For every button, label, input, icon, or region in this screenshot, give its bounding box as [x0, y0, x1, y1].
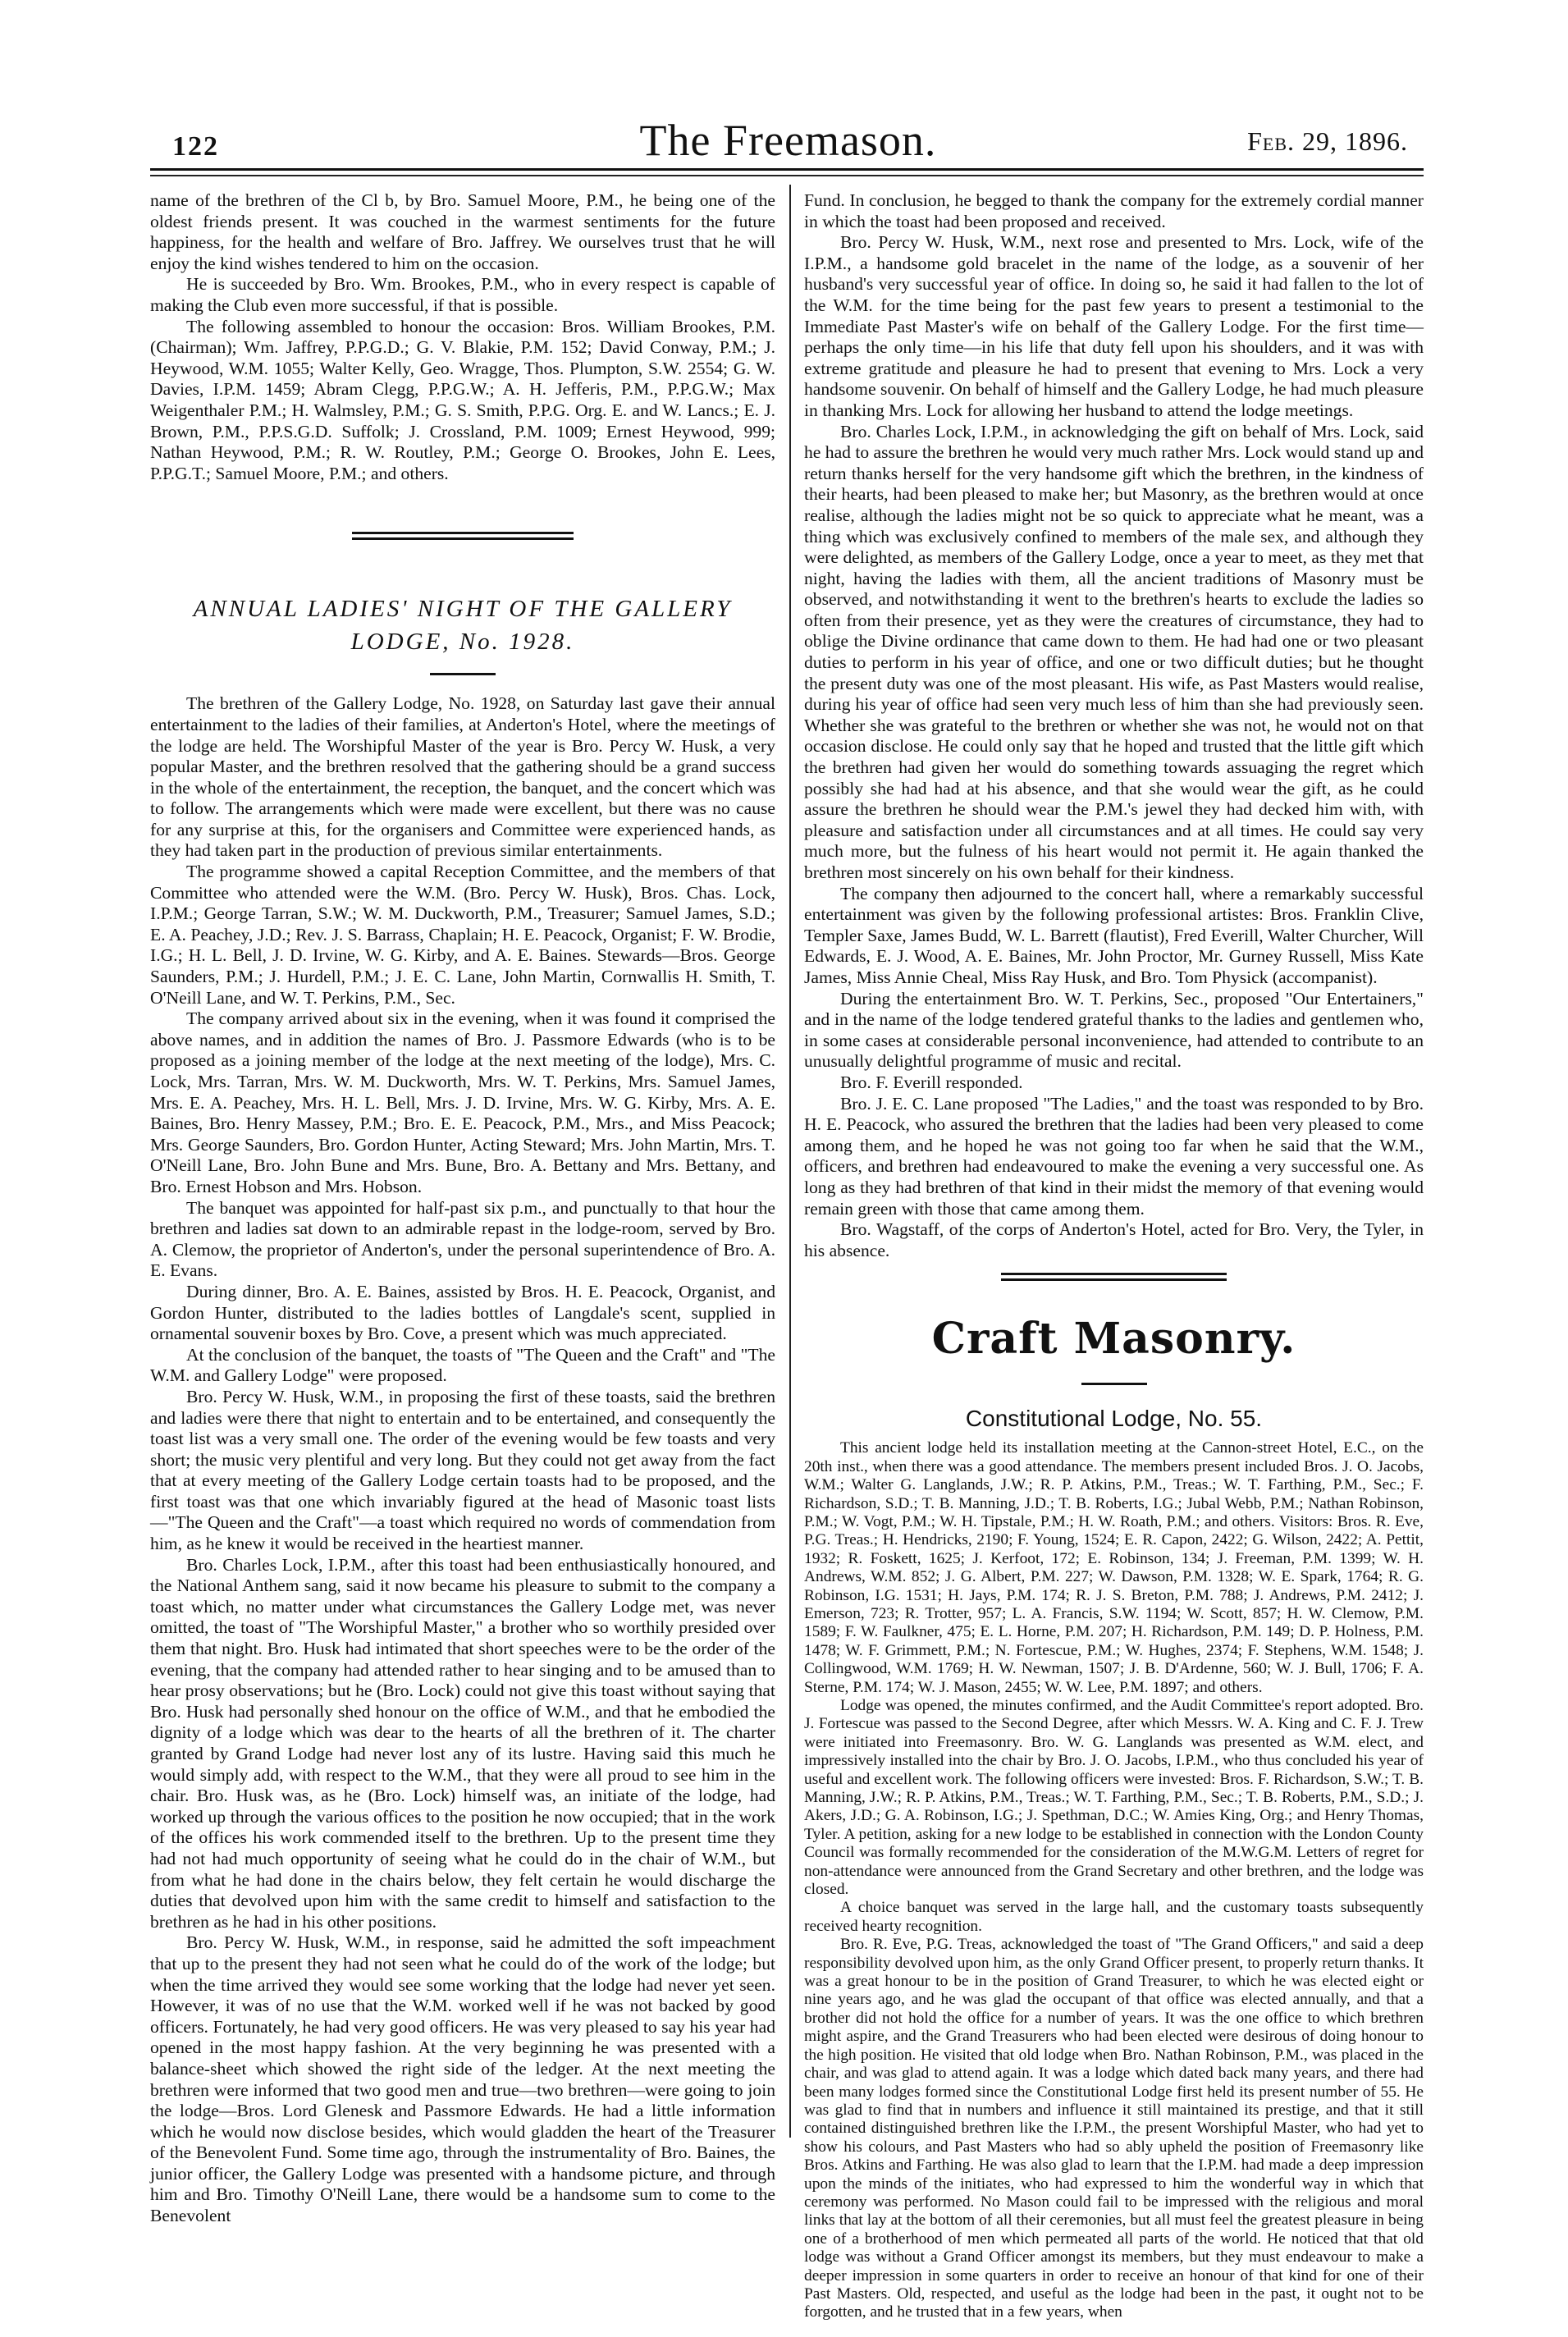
paragraph: Bro. Percy W. Husk, W.M., in proposing the first of these toasts, said the brethren and ladies were there that night to entertain and to be entertained, and consequently the toast list was a very small one. The order of the evening would be few toasts and very short; the music very plentiful and very long. But they could not get away from the fact that at every meeting of the Gallery Lodge certain toasts had to be proposed, and the first toast was that one which invariably figured at the head of Masonic toast lists—"The Queen and the Craft"—a toast which required no words of commendation from him, as he knew it would be received in the heartiest manner.	[150, 1386, 775, 1554]
paragraph: Lodge was opened, the minutes confirmed, and the Audit Committee's report adopted. Bro. J. Fortescue was passed to the Second Degree, after which Messrs. W. A. King and C. F. J. Trew were initiated into Freemasonry. Bro. W. G. Langlands was presented as W.M. elect, and impressively installed into the chair by Bro. J. O. Jacobs, I.P.M., who thus concluded his year of useful and excellent work. The following officers were invested: Bros. F. Richardson, S.W.; T. B. Manning, J.W.; R. P. Atkins, P.M., Treas.; W. T. Farthing, P.M., Sec.; T. B. Roberts, P.M., S.D.; J. Akers, J.D.; G. A. Robinson, I.G.; J. Spethman, D.C.; W. Amies King, Org.; and Henry Thomas, Tyler. A petition, asking for a new lodge to be established in connection with the London County Council was formally recommended for the consideration of the M.W.G.M. Letters of regret for non-attendance were announced from the Grand Secretary and other brethren, and the lodge was closed.	[804, 1696, 1424, 1899]
paragraph: The brethren of the Gallery Lodge, No. 1928, on Saturday last gave their annual entertainment to the ladies of their families, at Anderton's Hotel, where the meetings of the lodge are held. The Worshipful Master of the year is Bro. Percy W. Husk, a very popular Master, and the brethren resolved that the gathering should be a grand success in the whole of the entertainment, the reception, the banquet, and the concert which was to follow. The arrangements which were made were excellent, but there was no cause for any surprise at this, for the organisers and Committee were experienced hands, as they had taken part in the production of previous similar entertainments.	[150, 693, 775, 861]
paragraph: The following assembled to honour the occasion: Bros. William Brookes, P.M. (Chairman); Wm. Jaffrey, P.P.G.D.; G. V. Blakie, P.M. 152; David Conway, P.M.; J. Heywood, W.M. 1055; Walter Kelly, Geo. Wragge, Thos. Plumpton, S.W. 2554; G. W. Davies, I.P.M. 1459; Abram Clegg, P.P.G.W.; A. H. Jefferis, P.M., P.P.G.W.; Max Weigenthaler P.M.; H. Walmsley, P.M.; G. S. Smith, P.P.G. Org. E. and W. Lancs.; E. J. Brown, P.M., P.P.S.G.D. Suffolk; J. Crossland, P.M. 1009; Ernest Heywood, 999; Nathan Heywood, P.M.; R. W. Routley, P.M.; George O. Brookes, John E. Lees, P.P.G.T.; Samuel Moore, P.M.; and others.	[150, 316, 775, 483]
masthead-rule	[150, 168, 1424, 171]
paragraph: Bro. J. E. C. Lane proposed "The Ladies," and the toast was responded to by Bro. H. E. Peacock, who assured the brethren that the ladies had been very pleased to come among them, and he hoped he was not going too far when he said that the W.M., officers, and brethren had endeavoured to make the evening a very successful one. As long as they had brethren of that kind in their midst the memory of that evening would remain green with those that came among them.	[804, 1093, 1424, 1219]
paragraph: The banquet was appointed for half-past six p.m., and punctually to that hour the brethren and ladies sat down to an admirable repast in the lodge-room, served by Bro. A. Clemow, the proprietor of Anderton's, under the personal superintendence of Bro. A. E. Evans.	[150, 1197, 775, 1281]
masthead	[150, 115, 1426, 164]
right-column	[804, 190, 1424, 2322]
paragraph: This ancient lodge held its installation meeting at the Cannon-street Hotel, E.C., on the 20th inst., when there was a good attendance. The members present included Bros. J. O. Jacobs, W.M.; Walter G. Langlands, J.W.; R. P. Atkins, P.M., Treas.; W. T. Farthing, P.M., Sec.; F. Richardson, S.D.; T. B. Manning, J.D.; T. B. Roberts, I.G.; Jubal Webb, P.M.; Nathan Robinson, P.M.; W. Vogt, P.M.; W. H. Tipstale, P.M.; H. W. Roath, P.M.; and others. Visitors: Bros. R. Eve, P.G. Treas.; H. Hendricks, 2190; F. Young, 1524; E. R. Capon, 2422; G. Wilson, 2422; A. Pettit, 1932; R. Foskett, 1625; J. Kerfoot, 172; E. Robinson, 134; J. Freeman, P.M. 1399; W. H. Andrews, W.M. 852; J. G. Albert, P.M. 227; W. Dawson, P.M. 1328; W. E. Spark, 1764; R. G. Robinson, I.G. 1531; H. Jays, P.M. 174; R. J. S. Breton, P.M. 788; J. Andrews, P.M. 2412; J. Emerson, 723; R. Trotter, 957; L. A. Francis, S.W. 1194; W. Scott, 857; H. W. Clemow, P.M. 1589; F. W. Faulkner, 475; E. L. Horne, P.M. 207; H. Richardson, P.M. 149; D. P. Holness, P.M. 1478; W. F. Grimmett, P.M.; N. Fortescue, P.M.; W. Hughes, 2374; F. Stephens, W.M. 1548; J. Collingwood, W.M. 1769; H. W. Newman, 1507; J. B. D'Ardenne, 560; W. J. Bull, 1706; F. A. Sterne, P.M. 174; W. J. Mason, 2455; W. W. Lee, P.M. 1897; and others.	[804, 1439, 1424, 1696]
paragraph: Bro. F. Everill responded.	[840, 1072, 1023, 1092]
article-heading-line1: ANNUAL LADIES' NIGHT OF THE GALLERY	[193, 596, 733, 623]
paragraph: name of the brethren of the Cl b, by Bro. Samuel Moore, P.M., he being one of the oldest friends present. It was couched in the warmest sentiments for the future happiness, for the health and welfare of Bro. Jaffrey. We ourselves trust that he will enjoy the kind wishes tendered to him on the occasion.	[150, 190, 775, 273]
paragraph: He is succeeded by Bro. Wm. Brookes, P.M., who in every respect is capable of making the Club even more successful, if that is possible.	[150, 274, 775, 315]
paragraph: Fund. In conclusion, he begged to thank the company for the extremely cordial manner in which the toast had been proposed and received.	[804, 190, 1424, 231]
heading-rule	[430, 673, 496, 675]
paragraph: A choice banquet was served in the large hall, and the customary toasts subsequently received hearty recognition.	[804, 1899, 1424, 1935]
paragraph: Bro. Percy W. Husk, W.M., next rose and presented to Mrs. Lock, wife of the I.P.M., a handsome gold bracelet in the name of the lodge, as a souvenir of her husband's very successful year of office. In doing so, he said it had fallen to the lot of the W.M. for the time being for the past few years to present a testimonial to the Immediate Past Master's wife on behalf of the Gallery Lodge. For the first time—perhaps the only time—in his life that duty fell upon his shoulders, and it was with extreme gratitude and pleasure he had to present that evening to Mrs. Lock a very handsome souvenir. On behalf of himself and the Gallery Lodge, he had much pleasure in thanking Mrs. Lock for allowing her husband to attend the lodge meetings.	[804, 232, 1424, 420]
paragraph: During the entertainment Bro. W. T. Perkins, Sec., proposed "Our Entertainers," and in the name of the lodge tendered grateful thanks to the ladies and gentlemen who, in some cases at considerable personal inconvenience, had attended to contribute to an unusually delightful programme of music and recital.	[804, 988, 1424, 1072]
paragraph: Bro. Charles Lock, I.P.M., after this toast had been enthusiastically honoured, and the National Anthem sang, said it now became his pleasure to submit to the company a toast which, no matter under what circumstances the Gallery Lodge met, was never omitted, the toast of "The Worshipful Master," a brother who so worthily presided over them that night. Bro. Husk had intimated that short speeches were to be the order of the evening, that the company had attended rather to hear singing and to be amused than to hear prosy observations; but he (Bro. Lock) could not give this toast without saying that Bro. Husk had personally shed honour on the office of W.M., and that he embodied the dignity of a lodge which was dear to the hearts of all the brethren of it. The charter granted by Grand Lodge had never lost any of its lustre. Having said this much he would simply add, with respect to the W.M., that they were all proud to see him in the chair. Bro. Husk was, as he (Bro. Lock) himself was, an initiate of the lodge, had worked up through the various offices to the position he now occupied; that in the work of the offices his work commended itself to the brethren. Up to the present time they had not had much opportunity of seeing what he could do in the chair of W.M., but from what he had done in the chairs below, they felt certain he would discharge the duties that devolved upon him with the same credit to himself and satisfaction to the brethren as he had in his other positions.	[150, 1554, 775, 1932]
publication-title: The Freemason.	[639, 116, 937, 165]
left-column	[150, 190, 775, 2227]
column-divider	[789, 185, 791, 2138]
paragraph: The company then adjourned to the concert hall, where a remarkably successful entertainment was given by the following professional artistes: Bros. Franklin Clive, Templer Saxe, James Budd, W. L. Barrett (flautist), Fred Everill, Walter Churcher, Will Edwards, E. J. Wood, A. E. Baines, Mr. John Proctor, Mr. Gurney Russell, Miss Kate James, Miss Annie Cheal, Miss Ray Husk, and Bro. Tom Physick (accompanist).	[804, 883, 1424, 987]
section-divider	[1001, 1273, 1227, 1281]
masthead-rule-thin	[150, 175, 1424, 176]
lodge-heading: Constitutional Lodge, No. 55.	[965, 1406, 1263, 1432]
paragraph: The programme showed a capital Reception Committee, and the members of that Committee who attended were the W.M. (Bro. Percy W. Husk), Bros. Chas. Lock, I.P.M.; George Tarran, S.W.; W. M. Duckworth, P.M., Treasurer; Samuel James, S.D.; E. A. Peachey, J.D.; Rev. J. S. Barrass, Chaplain; H. E. Peacock, Organist; F. W. Brodie, I.G.; H. L. Bell, J. D. Irvine, W. G. Kirby, and A. E. Baines. Stewards—Bros. George Saunders, P.M.; J. Hurdell, P.M.; J. E. C. Lane, John Martin, Cornwallis H. Smith, T. O'Neill Lane, and W. T. Perkins, P.M., Sec.	[150, 862, 775, 1008]
section-divider	[352, 532, 574, 540]
paragraph: Bro. Wagstaff, of the corps of Anderton's Hotel, acted for Bro. Very, the Tyler, in his absence.	[804, 1219, 1424, 1260]
paragraph: Bro. R. Eve, P.G. Treas, acknowledged the toast of "The Grand Officers," and said a deep responsibility devolved upon him, as the only Grand Officer present, to properly return thanks. It was a great honour to be in the position of Grand Treasurer, to which he was elected eight or nine years ago, and he was glad the occupant of that office was elected annually, and that a brother did not hold the office for a number of years. It was the one office to which brethren might aspire, and the Grand Treasurers who had been elected were desirous of doing honour to the high position. He visited that old lodge when Bro. Nathan Robinson, P.M., was placed in the chair, and was glad to attend again. It was a lodge which dated back many years, and there had been many lodges formed since the Constitutional Lodge first held its present number of 55. He was glad to find that in numbers and influence it still maintained its prestige, and that it still contained distinguished brethren like the I.P.M., the present Worshipful Master, who had yet to show his colours, and Past Masters who had so ably upheld the position of Freemasonry like Bros. Atkins and Farthing. He was also glad to learn that the I.P.M. had made a deep impression upon the minds of the initiates, who had expressed to him the wonderful way in which that ceremony was performed. No Mason could fail to be impressed with the religious and moral links that lay at the bottom of all their ceremonies, but all must feel the greatest pleasure in being one of a brotherhood of men which permeated all parts of the world. He noticed that that old lodge was without a Grand Officer amongst its members, but they must endeavour to make a deeper impression in some quarters in order to receive an honour of that kind for one of their Past Masters. Old, respected, and useful as the lodge had been in the past, it ought not to be forgotten, and he trusted that in a few years, when	[804, 1936, 1424, 2321]
paragraph: At the conclusion of the banquet, the toasts of "The Queen and the Craft" and "The W.M. and Gallery Lodge" were proposed.	[150, 1344, 775, 1386]
paragraph: Bro. Percy W. Husk, W.M., in response, said he admitted the soft impeachment that up to the present they had not seen what he could do of the work of the lodge; but when the time arrived they would see some working that the lodge had never yet seen. However, it was of no use that the W.M. worked well if he was not backed by good officers. Fortunately, he had very good officers. He was very pleased to say his year had opened in the most happy fashion. At the very beginning he was presented with a balance-sheet which showed the right side of the ledger. At the next meeting the brethren were informed that two good men and true—two brethren—were going to join the lodge—Bros. Lord Glenesk and Passmore Edwards. He had a little information which he would now disclose besides, which would gladden the heart of the Treasurer of the Benevolent Fund. Some time ago, through the instrumentality of Bro. Baines, the junior officer, the Gallery Lodge was presented with a handsome picture, and through him and Bro. Timothy O'Neill Lane, there would be a handsome sum to come to the Benevolent	[150, 1932, 775, 2226]
paragraph: The company arrived about six in the evening, when it was found it comprised the above names, and in addition the names of Bro. J. Passmore Edwards (who is to be proposed as a joining member of the lodge at the next meeting of the lodge), Mrs. C. Lock, Mrs. Tarran, Mrs. W. M. Duckworth, Mrs. W. T. Perkins, Mrs. Samuel James, Mrs. E. A. Peachey, Mrs. H. L. Bell, Mrs. J. D. Irvine, Mrs. W. G. Kirby, Mrs. A. E. Baines, Bro. Henry Massey, P.M.; Bro. E. E. Peacock, P.M., Mrs., and Miss Peacock; Mrs. George Saunders, Bro. Gordon Hunter, Acting Steward; Mrs. John Martin, Mrs. T. O'Neill Lane, Bro. John Bune and Mrs. Bune, Bro. A. Bettany and Mrs. Bettany, and Bro. Ernest Hobson and Mrs. Hobson.	[150, 1008, 775, 1196]
article-heading	[150, 592, 775, 658]
newspaper-page	[150, 0, 1426, 2337]
paragraph: During dinner, Bro. A. E. Baines, assisted by Bros. H. E. Peacock, Organist, and Gordon Hunter, distributed to the ladies bottles of Langdale's scent, supplied in ornamental souvenir boxes by Bro. Cove, a present which was much appreciated.	[150, 1281, 775, 1344]
paragraph: Bro. Charles Lock, I.P.M., in acknowledging the gift on behalf of Mrs. Lock, said he had to assure the brethren he would very much rather Mrs. Lock would stand up and return thanks herself for the very handsome gift which the brethren, in the kindness of their hearts, had been pleased to make her; but Masonry, as the brethren would at once realise, although the ladies might not be so quick to appreciate what he meant, was a thing which was exclusively confined to members of the male sex, and although they were delighted, as members of the Gallery Lodge, once a year to meet, as they met that night, having the ladies with them, all the ancient traditions of Masonry must be observed, and notwithstanding it went to the brethren's hearts to exclude the ladies so often from their presence, yet as they were the creatures of circumstance, they had to oblige the Divine ordinance that came down to them. He had had one or two pleasant duties to perform in his year of office, and one or two difficult duties; but he thought the present duty was one of the most pleasant. His wife, as Past Masters would realise, during his year of office had seen very much less of him than she had previously seen. Whether she was grateful to the brethren or whether she was not, he would not on that occasion disclose. He could only say that he hoped and trusted that the little gift which the brethren had given her would do something towards assuaging the regret which possibly she had had at his absence, and that she would wear the gift, as he could assure the brethren he should wear the P.M.'s jewel they had decked him with, with pleasure and satisfaction under all circumstances and at all times. He could say very much more, but the fulness of his heart would not permit it. He again thanked the brethren most sincerely on his own behalf for their kindness.	[804, 421, 1424, 882]
article-heading-line2: LODGE, No. 1928.	[350, 629, 575, 656]
heading-rule	[1081, 1383, 1147, 1385]
lodge-report	[804, 1439, 1424, 2322]
issue-date: Feb. 29, 1896.	[1247, 126, 1408, 156]
section-heading-craft-masonry: Craft Masonry.	[931, 1314, 1296, 1365]
page-number: 122	[172, 131, 219, 162]
